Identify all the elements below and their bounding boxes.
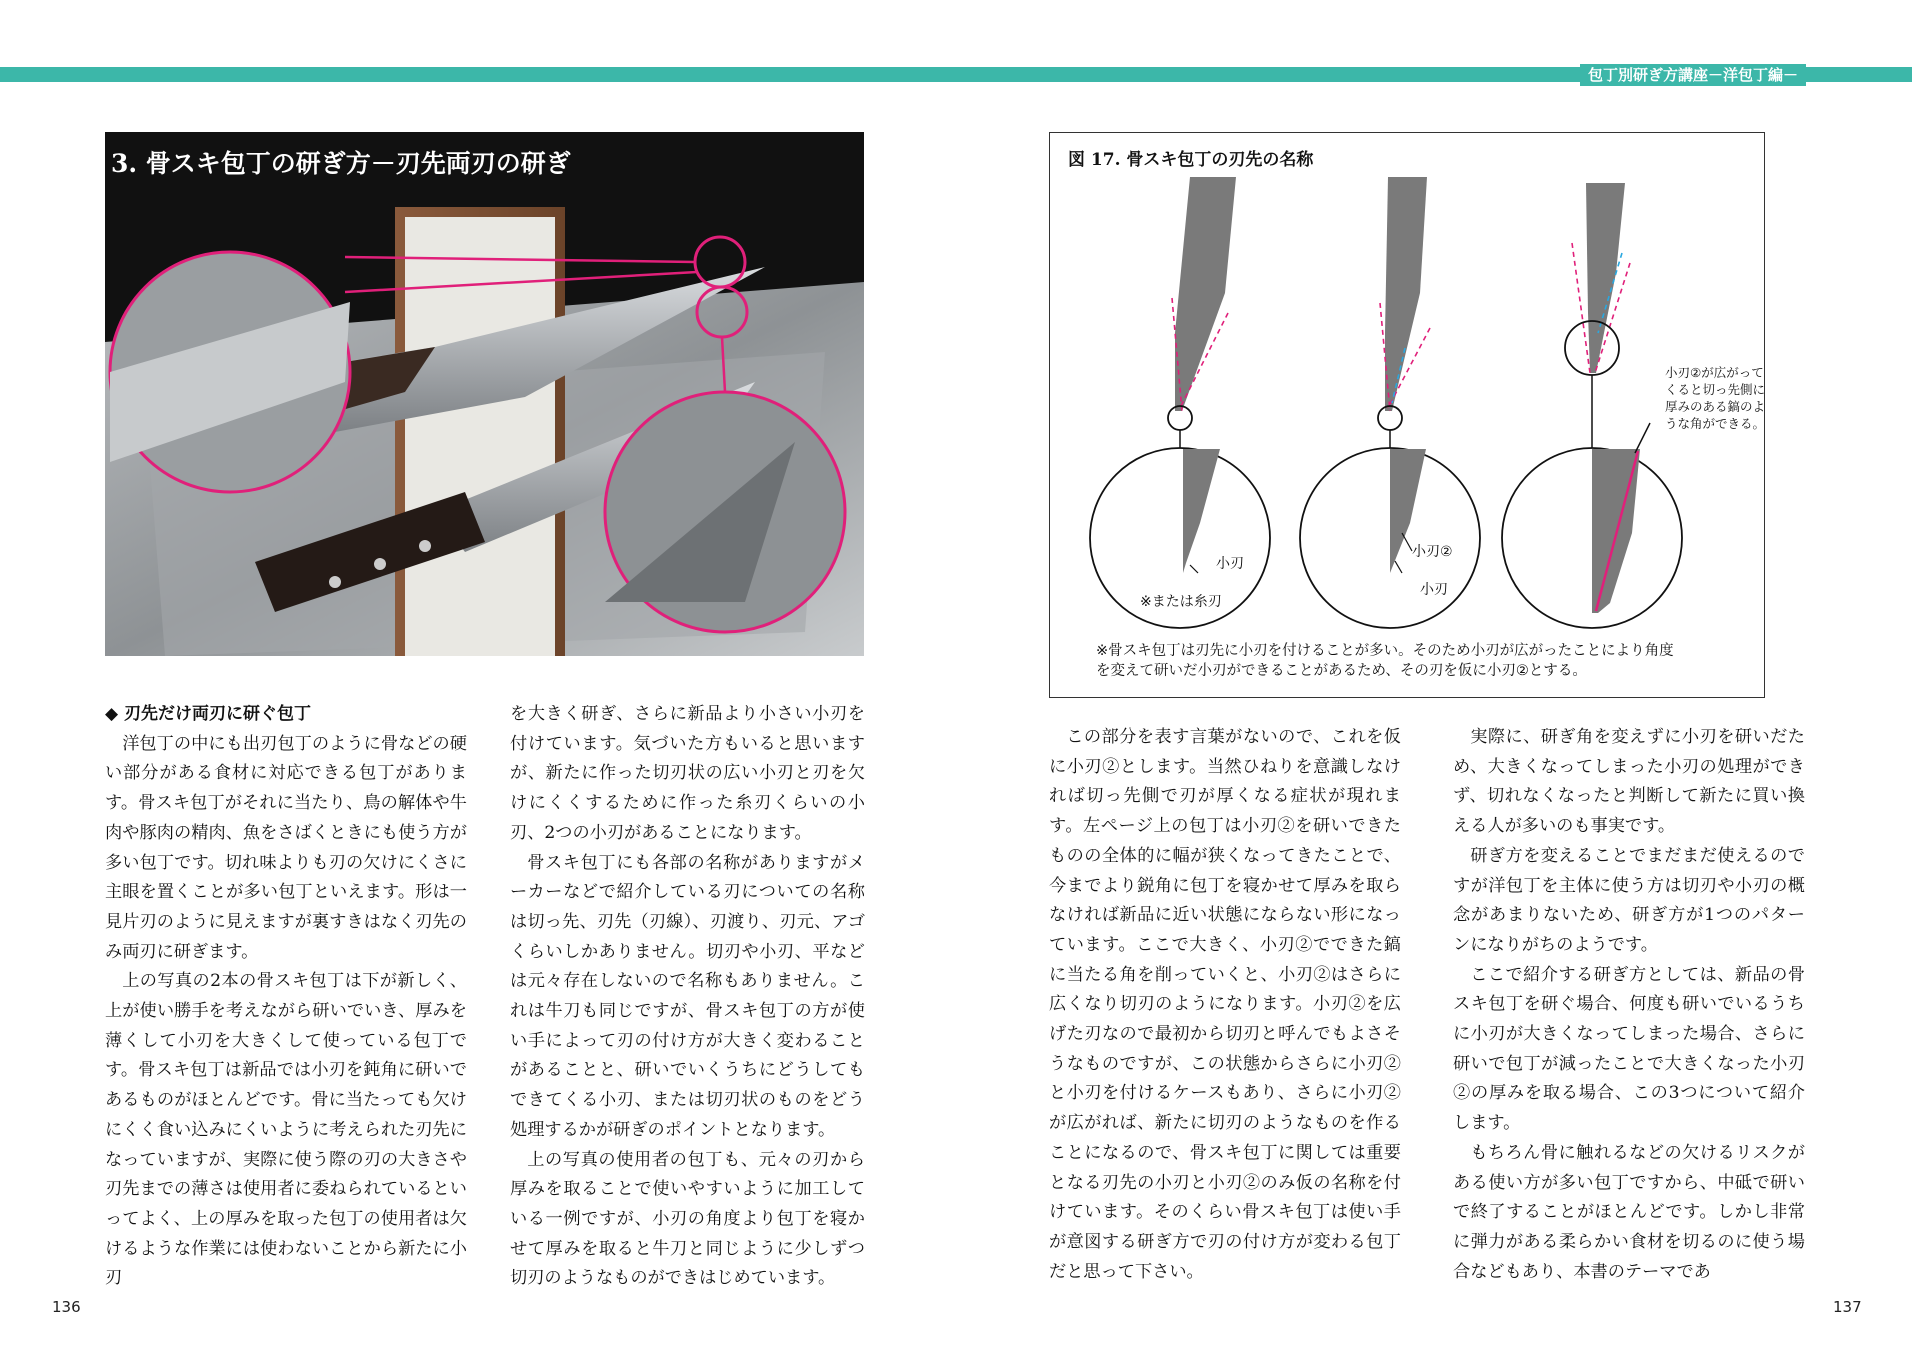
paragraph: ここで紹介する研ぎ方としては、新品の骨スキ包丁を研ぐ場合、何度も研いでいるうちに小刃が大きくなってしまった場合、さらに研いで包丁が減ったことで大きくなった小刃②の厚みを取る場合、この3つについて紹介します。 — [1453, 964, 1805, 1134]
left-page-column-1 — [105, 700, 467, 1294]
page-number-right: 137 — [1833, 1298, 1862, 1316]
label-itoba: ※または糸刃 — [1140, 594, 1222, 610]
figure-17 — [1049, 132, 1765, 698]
caption-line: を変えて研いだ小刃ができることがあるため、その刃を仮に小刃②とする。 — [1096, 663, 1587, 679]
page-number-left: 136 — [52, 1298, 81, 1316]
section-heading: ◆ 刃先だけ両刃に研ぐ包丁 — [105, 704, 311, 724]
blade-tip-diagram — [1050, 133, 1764, 697]
figure-caption — [1096, 641, 1674, 681]
paragraph: 洋包丁の中にも出刃包丁のように骨などの硬い部分がある食材に対応できる包丁があります。骨スキ包丁がそれに当たり、鳥の解体や牛肉や豚肉の精肉、魚をさばくときにも使う方が多い包丁です。切れ味よりも刃の欠けにくさに主眼を置くことが多い包丁といえます。形は一見片刃のように見えますが裏すきはなく刃先のみ両刃に研ぎます。 — [105, 733, 467, 962]
figure-title: 図 17. 骨スキ包丁の刃先の名称 — [1068, 150, 1314, 170]
paragraph: 骨スキ包丁にも各部の名称がありますがメーカーなどで紹介している刃についての名称は切っ先、刃先（刃線）、刃渡り、刃元、アゴくらいしかありません。切刃や小刃、平などは元々存在しないので名称もありません。これは牛刀も同じですが、骨スキ包丁の方が使い手によって刃の付け方が大きく変わることがあることと、研いでいくうちにどうしてもできてくる小刃、または切刃状のものをどう処理するかが研ぎのポイントとなります。 — [510, 852, 865, 1140]
left-page-column-2 — [510, 700, 865, 1294]
label-koba-right: 小刃 — [1420, 582, 1448, 598]
right-page-column-1 — [1049, 723, 1401, 1287]
label-koba: 小刃 — [1216, 556, 1244, 572]
paragraph: 上の写真の2本の骨スキ包丁は下が新しく、上が使い勝手を考えながら研いでいき、厚みを薄くして小刃を大きくして使っている包丁です。骨スキ包丁は新品では小刃を鈍角に研いであるものがほとんどです。骨に当たっても欠けにくく食い込みにくいように考えられた刃先になっていますが、実際に使う際の刃の大きさや刃先までの薄さは使用者に委ねられているといってよく、上の厚みを取った包丁の使用者は欠けるような作業には使わないことから新たに小刃 — [105, 971, 467, 1289]
paragraph: 上の写真の使用者の包丁も、元々の刃から厚みを取ることで使いやすいように加工している一例ですが、小刃の角度より包丁を寝かせて厚みを取ると牛刀と同じように少しずつ切刃のようなものができはじめています。 — [510, 1149, 865, 1289]
paragraph: この部分を表す言葉がないので、これを仮に小刃②とします。当然ひねりを意識しなければ切っ先側で刃が厚くなる症状が現れます。左ページ上の包丁は小刃②を研いできたものの全体的に幅が狭くなってきたことで、今までより鋭角に包丁を寝かせて厚みを取らなければ新品に近い状態にならない形になっています。ここで大きく、小刃②でできた鎬に当たる角を削っていくと、小刃②はさらに広くなり切刃のようになります。小刃②を広げた刃なので最初から切刃と呼んでもよさそうなものですが、この状態からさらに小刃②と小刃を付けるケースもあり、さらに小刃②が広がれば、新たに切刃のようなものを作ることになるので、骨スキ包丁に関しては重要となる刃先の小刃と小刃②のみ仮の名称を付けています。そのくらい骨スキ包丁は使い手が意図する研ぎ方で刃の付け方が変わる包丁だと思って下さい。 — [1049, 727, 1401, 1282]
figure-note: 小刃②が広がってくると切っ先側に厚みのある鎬のような角ができる。 — [1665, 365, 1766, 431]
paragraph: 研ぎ方を変えることでまだまだ使えるのですが洋包丁を主体に使う方は切刃や小刃の概念があまりないため、研ぎ方が1つのパターンになりがちのようです。 — [1453, 845, 1805, 955]
right-page-column-2 — [1453, 723, 1805, 1287]
photo-illustration — [105, 132, 864, 656]
section-title-tab: 包丁別研ぎ方講座－洋包丁編－ — [1580, 64, 1806, 86]
caption-line: ※骨スキ包丁は刃先に小刃を付けることが多い。そのため小刃が広がったことにより角度 — [1096, 643, 1674, 659]
paragraph: を大きく研ぎ、さらに新品より小さい小刃を付けています。気づいた方もいると思いますが、新たに作った切刃状の広い小刃と刃を欠けにくくするために作った糸刃くらいの小刃、2つの小刃があることになります。 — [510, 704, 865, 843]
paragraph: もちろん骨に触れるなどの欠けるリスクがある使い方が多い包丁ですから、中砥で研いで終了することがほとんどです。しかし非常に弾力がある柔らかい食材を切るのに使う場合などもあり、本書のテーマであ — [1453, 1142, 1805, 1282]
paragraph: 実際に、研ぎ角を変えずに小刃を研いだため、大きくなってしまった小刃の処理ができず、切れなくなったと判断して新たに買い換える人が多いのも事実です。 — [1453, 727, 1805, 837]
label-koba2: 小刃② — [1412, 544, 1453, 560]
photo-title: 3. 骨スキ包丁の研ぎ方－刃先両刃の研ぎ — [111, 149, 571, 178]
knife-sharpening-photo — [105, 132, 864, 656]
